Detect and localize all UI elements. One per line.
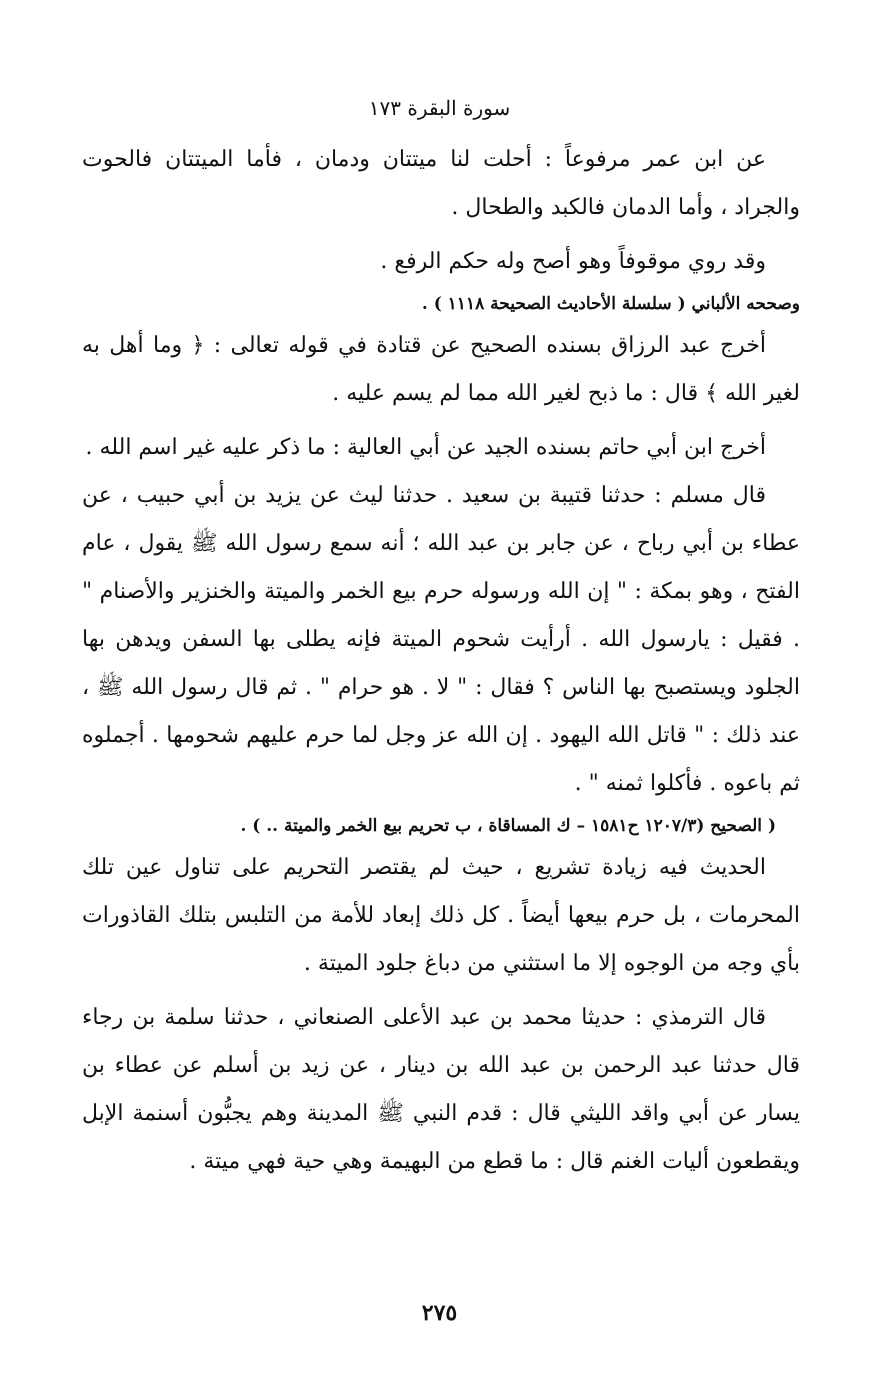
- citation-albani: وصححه الألباني ( سلسلة الأحاديث الصحيحة ١١١٨ ) .: [421, 294, 800, 314]
- paragraph-commentary: الحديث فيه زيادة تشريع ، حيث لم يقتصر التحريم على تناول عين تلك المحرمات ، بل حرم بيعها أيضاً . كل ذلك إبعاد للأمة من التلبس بتلك القاذورات بأي وجه من الوجوه إلا ما استثني من دباغ جلود الميتة .: [82, 855, 800, 976]
- paragraph-mawquf-note: وقد روي موقوفاً وهو أصح وله حكم الرفع .: [380, 249, 766, 274]
- page-number: ٢٧٥: [421, 1300, 458, 1326]
- paragraph-muslim-hadith: قال مسلم : حدثنا قتيبة بن سعيد . حدثنا ليث عن يزيد بن أبي حبيب ، عن عطاء بن أبي رباح ، عن جابر بن عبد الله ؛ أنه سمع رسول الله ﷺ يقول ، عام الفتح ، وهو بمكة : " إن الله ورسوله حرم بيع الخمر والميتة والخنزير والأصنام " . فقيل : يارسول الله . أرأيت شحوم الميتة فإنه يطلى بها السفن ويدهن بها الجلود ويستصبح بها الناس ؟ فقال : " لا . هو حرام " . ثم قال رسول الله ﷺ ، عند ذلك : " قاتل الله اليهود . إن الله عز وجل لما حرم عليهم شحومها . أجملوه ثم باعوه . فأكلوا ثمنه " .: [82, 483, 800, 796]
- paragraph-hadith-two-dead: عن ابن عمر مرفوعاً : أحلت لنا ميتتان ودمان ، فأما الميتتان فالحوت والجراد ، وأما الدمان فالكبد والطحال .: [82, 147, 800, 220]
- running-header: سورة البقرة ١٧٣: [368, 96, 511, 120]
- paragraph-abi-hatim: أخرج ابن أبي حاتم بسنده الجيد عن أبي العالية : ما ذكر عليه غير اسم الله .: [85, 435, 766, 460]
- citation-sahih: ( الصحيح (١٢٠٧/٣ ح١٥٨١ – ك المساقاة ، ب تحريم بيع الخمر والميتة .. ) .: [240, 816, 776, 836]
- page-body: [82, 136, 800, 1186]
- paragraph-abd-al-razzaq: أخرج عبد الرزاق بسنده الصحيح عن قتادة في قوله تعالى : ﴿ وما أهل به لغير الله ﴾ قال : ما ذبح لغير الله مما لم يسم عليه .: [82, 333, 800, 406]
- paragraph-tirmidhi-hadith: قال الترمذي : حديثا محمد بن عبد الأعلى الصنعاني ، حدثنا سلمة بن رجاء قال حدثنا عبد الرحمن بن عبد الله بن دينار ، عن زيد بن أسلم عن عطاء بن يسار عن أبي واقد الليثي قال : قدم النبي ﷺ المدينة وهم يجبُّون أسنمة الإبل ويقطعون أليات الغنم قال : ما قطع من البهيمة وهي حية فهي ميتة .: [82, 1005, 800, 1174]
